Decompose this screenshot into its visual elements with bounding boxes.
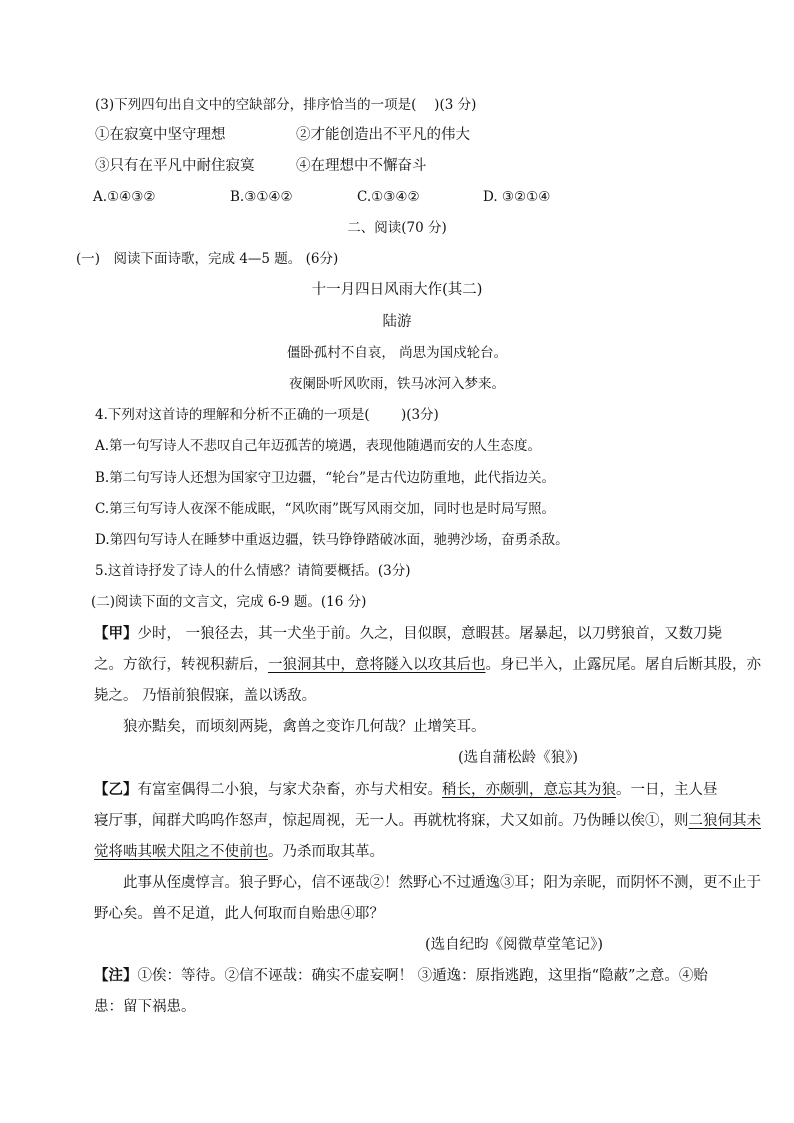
underlined-sentence: 二狼伺其未 bbox=[688, 813, 761, 829]
q3-sentence-4: ④在理想中不懈奋斗 bbox=[296, 158, 427, 174]
yi-label: 【乙】 bbox=[94, 781, 138, 798]
text-jia-line-2: 之。方欲行，转视积薪后，一狼洞其中，意将隧入以攻其后也。身已半入，止露尻尾。屠自后断其股，亦 bbox=[94, 657, 761, 673]
q5-stem: 5.这首诗抒发了诗人的什么情感？请简要概括。(3分) bbox=[95, 563, 411, 579]
q3-stem: (3)下列四句出自文中的空缺部分，排序恰当的一项是( )(3 分) bbox=[95, 97, 477, 113]
poem-line-2: 夜阑卧听风吹雨，铁马冰河入梦来。 bbox=[289, 376, 505, 392]
underlined-sentence: 觉将啮其喉犬阻之不使前也 bbox=[94, 844, 268, 860]
underlined-sentence: 稍长，亦颇驯，意忘其为狼 bbox=[442, 782, 616, 798]
text-yi-line-2: 寝厅事，闻群犬呜呜作怒声，惊起周视，无一人。再就枕将寐，犬又如前。乃伪睡以俟①，则二狼伺其未 bbox=[94, 813, 761, 829]
text-yi-line-5: 野心矣。兽不足道，此人何取而自贻患④耶？ bbox=[94, 906, 384, 922]
notes-line-1: 【注】①俟：等待。②信不诬哉：确实不虚妄啊！ ③遁逸：原指逃跑，这里指“隐蔽”之意。④贻 bbox=[94, 967, 708, 984]
text-jia-line-4: 狼亦黠矣，而顷刻两毙，禽兽之变诈几何哉？止增笑耳。 bbox=[123, 719, 486, 735]
q3-sentence-2: ②才能创造出不平凡的伟大 bbox=[296, 127, 470, 143]
part2-intro: (二)阅读下面的文言文，完成 6-9 题。(16 分) bbox=[91, 594, 367, 610]
q3-option-c: C.①③④② bbox=[357, 189, 420, 205]
part1-intro: (一) 阅读下面诗歌，完成 4—5 题。 (6分) bbox=[76, 251, 339, 267]
text-yi-line-1: 【乙】有富室偶得二小狼，与家犬杂畜，亦与犬相安。稍长，亦颇驯，意忘其为狼。一日，主人昼 bbox=[94, 781, 718, 798]
q4-option-a: A.第一句写诗人不悲叹自己年迈孤苦的境遇，表现他随遇而安的人生态度。 bbox=[95, 438, 542, 454]
poem-author: 陆游 bbox=[382, 314, 412, 330]
q4-option-d: D.第四句写诗人在睡梦中重返边疆，铁马铮铮踏破冰面，驰骋沙场，奋勇杀敌。 bbox=[95, 532, 569, 548]
text-jia-line-1: 【甲】少时， 一狼径去，其一犬坐于前。久之，目似瞑，意暇甚。屠暴起，以刀劈狼首，又数刀毙 bbox=[94, 625, 723, 642]
text-yi-line-3: 觉将啮其喉犬阻之不使前也。乃杀而取其革。 bbox=[94, 844, 384, 860]
jia-label: 【甲】 bbox=[94, 625, 138, 642]
note-label: 【注】 bbox=[94, 967, 138, 984]
text-jia-source: (选自蒲松龄《狼》) bbox=[458, 750, 579, 766]
q4-option-b: B.第二句写诗人还想为国家守卫边疆，“轮台”是古代边防重地，此代指边关。 bbox=[95, 470, 556, 486]
text-jia-line-3: 毙之。 乃悟前狼假寐，盖以诱敌。 bbox=[94, 688, 317, 704]
text-yi-line-4: 此事从侄虞惇言。狼子野心，信不诬哉②！然野心不过遁逸③耳；阳为亲昵，而阴怀不测，更不止于 bbox=[123, 875, 761, 891]
section-title: 二、阅读(70 分) bbox=[347, 220, 447, 236]
q4-stem: 4.下列对这首诗的理解和分析不正确的一项是( )(3分) bbox=[95, 407, 439, 423]
q3-option-a: A.①④③② bbox=[93, 189, 156, 205]
q3-option-b: B.③①④② bbox=[230, 189, 293, 205]
q3-sentence-3: ③只有在平凡中耐住寂寞 bbox=[95, 158, 255, 174]
text-yi-source: (选自纪昀《阅微草堂笔记》) bbox=[425, 937, 604, 953]
q3-option-d: D. ③②①④ bbox=[483, 189, 551, 205]
poem-line-1: 僵卧孤村不自哀， 尚思为国戍轮台。 bbox=[286, 345, 508, 361]
q3-sentence-1: ①在寂寞中坚守理想 bbox=[95, 127, 226, 143]
poem-title: 十一月四日风雨大作(其二) bbox=[311, 282, 483, 298]
underlined-sentence: 一狼洞其中，意将隧入以攻其后也 bbox=[268, 657, 486, 673]
q4-option-c: C.第三句写诗人夜深不能成眠，“风吹雨”既写风雨交加，同时也是时局写照。 bbox=[95, 501, 555, 517]
notes-line-2: 患：留下祸患。 bbox=[94, 999, 196, 1015]
